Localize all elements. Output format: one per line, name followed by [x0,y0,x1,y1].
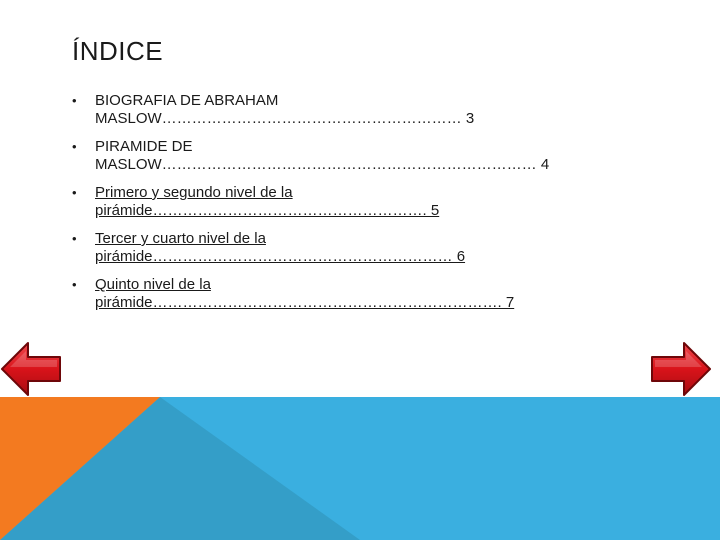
toc-line: MASLOW………………………………………………………………… 4 [95,156,550,173]
toc-line: Tercer y cuarto nivel de la [95,230,266,247]
toc-link-biografia[interactable] [95,92,672,128]
bullet: • [72,185,77,200]
footer-decoration [0,397,720,540]
toc-item [72,92,672,128]
arrow-left-icon [0,340,62,398]
bullet: • [72,139,77,154]
slide-title: ÍNDICE [72,36,164,66]
toc-link-piramide[interactable] [95,138,672,174]
prev-slide-button[interactable] [0,340,62,398]
toc-link-primero-segundo[interactable] [95,184,672,220]
toc-item [72,138,672,174]
toc-line: pirámide………………………………………………. 5 [95,202,440,219]
bullet: • [72,277,77,292]
toc-link-tercer-cuarto[interactable] [95,230,672,266]
toc-line: pirámide……………………………………………………………. 7 [95,294,515,311]
bullet: • [72,93,77,108]
arrow-right-icon [650,340,712,398]
toc-line: BIOGRAFIA DE ABRAHAM [95,92,279,109]
bullet: • [72,231,77,246]
next-slide-button[interactable] [650,340,712,398]
toc-item [72,276,672,312]
toc-line: MASLOW…………………………………………………… 3 [95,110,475,127]
toc-line: PIRAMIDE DE [95,138,193,155]
toc-item [72,230,672,266]
toc-line: pirámide…………………………………………………… 6 [95,248,466,265]
table-of-contents [72,92,672,322]
toc-item [72,184,672,220]
toc-line: Primero y segundo nivel de la [95,184,293,201]
toc-line: Quinto nivel de la [95,276,211,293]
toc-link-quinto[interactable] [95,276,672,312]
